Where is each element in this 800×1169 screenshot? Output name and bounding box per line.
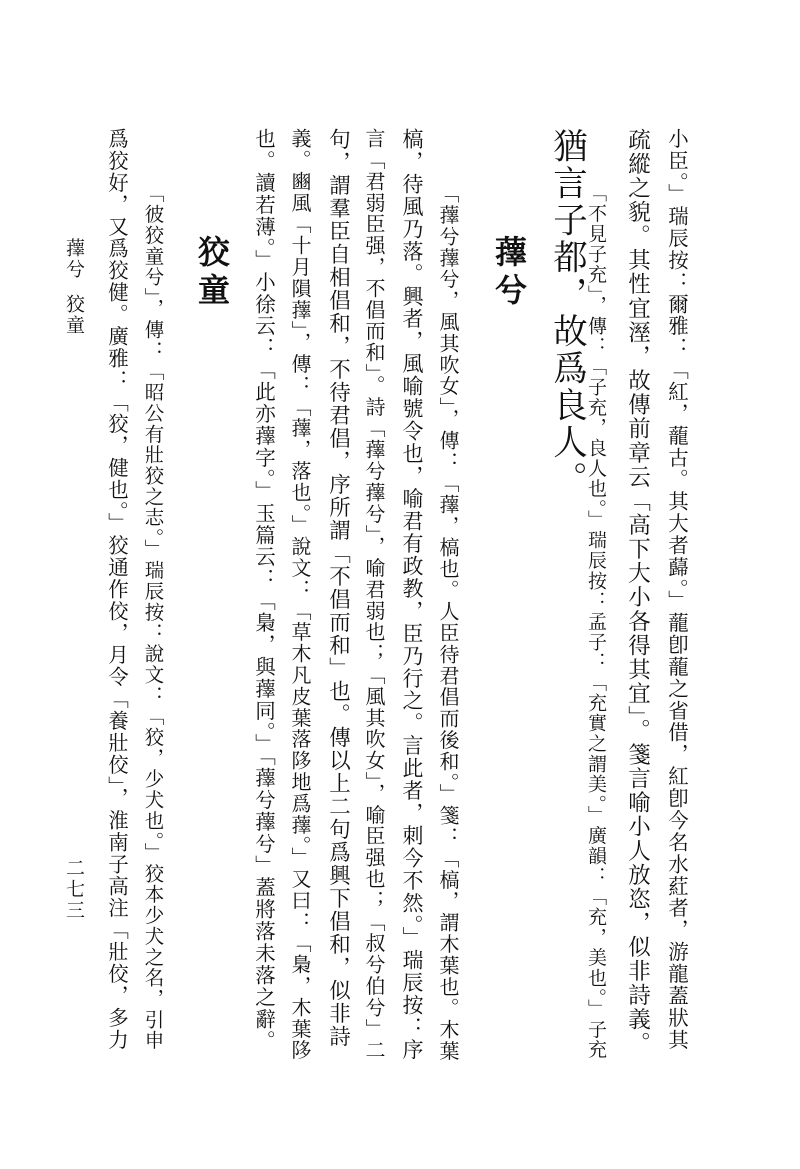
- text-column-5: 「蘀兮蘀兮，風其吹女」，傳：「蘀，槁也。人臣待君倡而後和。」箋：「槁，謂木葉也。木葉: [436, 183, 460, 1062]
- text-column-3: 「不見子充」，傳：「子充，良人也。」瑞辰按：孟子：「充實之謂美。」廣韻：「充，美也。」子充: [585, 183, 607, 1060]
- text-column-12: 爲狡好，又爲狡健。廣雅：「狡，健也。」狡通作佼，月令「養壯佼」，淮南子高注「壯佼，多力: [104, 128, 129, 1051]
- running-head: [64, 238, 83, 336]
- text-column-4: 猶言子都，故爲良人。: [546, 128, 587, 498]
- section-heading-tuo-xi: 蘀兮: [490, 235, 528, 311]
- running-head-title-1: 蘀兮: [63, 238, 85, 280]
- text-column-9: 義。豳風「十月隕蘀」，傳：「蘀，落也。」說文：「草木凡皮葉落陊地爲蘀。」又曰：「梟，木葉陊: [288, 128, 312, 1061]
- page-number: 二七三: [63, 858, 85, 921]
- text-column-8: 句，謂羣臣自相倡和，不待君倡，序所謂「不倡而和」也。傳以上二句爲興下倡和，似非詩: [325, 128, 351, 1049]
- running-head-title-2: 狡童: [63, 294, 85, 336]
- text-column-7: 言「君弱臣强，不倡而和」。詩「蘀兮蘀兮」，喻君弱也；「風其吹女」，喻臣强也；「叔兮伯兮」二: [362, 128, 386, 1061]
- text-column-6: 槁，待風乃落。興者，風喻號令也，喻君有政教，臣乃行之。言此者，刺今不然。」瑞辰按：序: [400, 128, 424, 1062]
- text-column-1: 小臣。」瑞辰按：爾雅：「紅，蘢古。其大者蘬。」蘢卽蘢之省借，紅卽今名水葒者，游龍蓋狀其: [664, 128, 689, 1051]
- section-heading-jiao-tong: 狡童: [193, 235, 231, 311]
- text-column-11: 「彼狡童兮」，傳：「昭公有壯狡之志。」瑞辰按：說文：「狡，少犬也。」狡本少犬之名，引申: [141, 183, 165, 1051]
- text-column-10: 也。讀若薄。」小徐云：「此亦蘀字。」玉篇云：「梟，與蘀同。」「蘀兮蘀兮」蓋將落未落之辭。: [251, 128, 276, 1053]
- text-column-2: 疏縱之貌。其性宜溼，故傳前章云「高下大小各得其宜」。箋言喻小人放恣，似非詩義。: [624, 128, 651, 1056]
